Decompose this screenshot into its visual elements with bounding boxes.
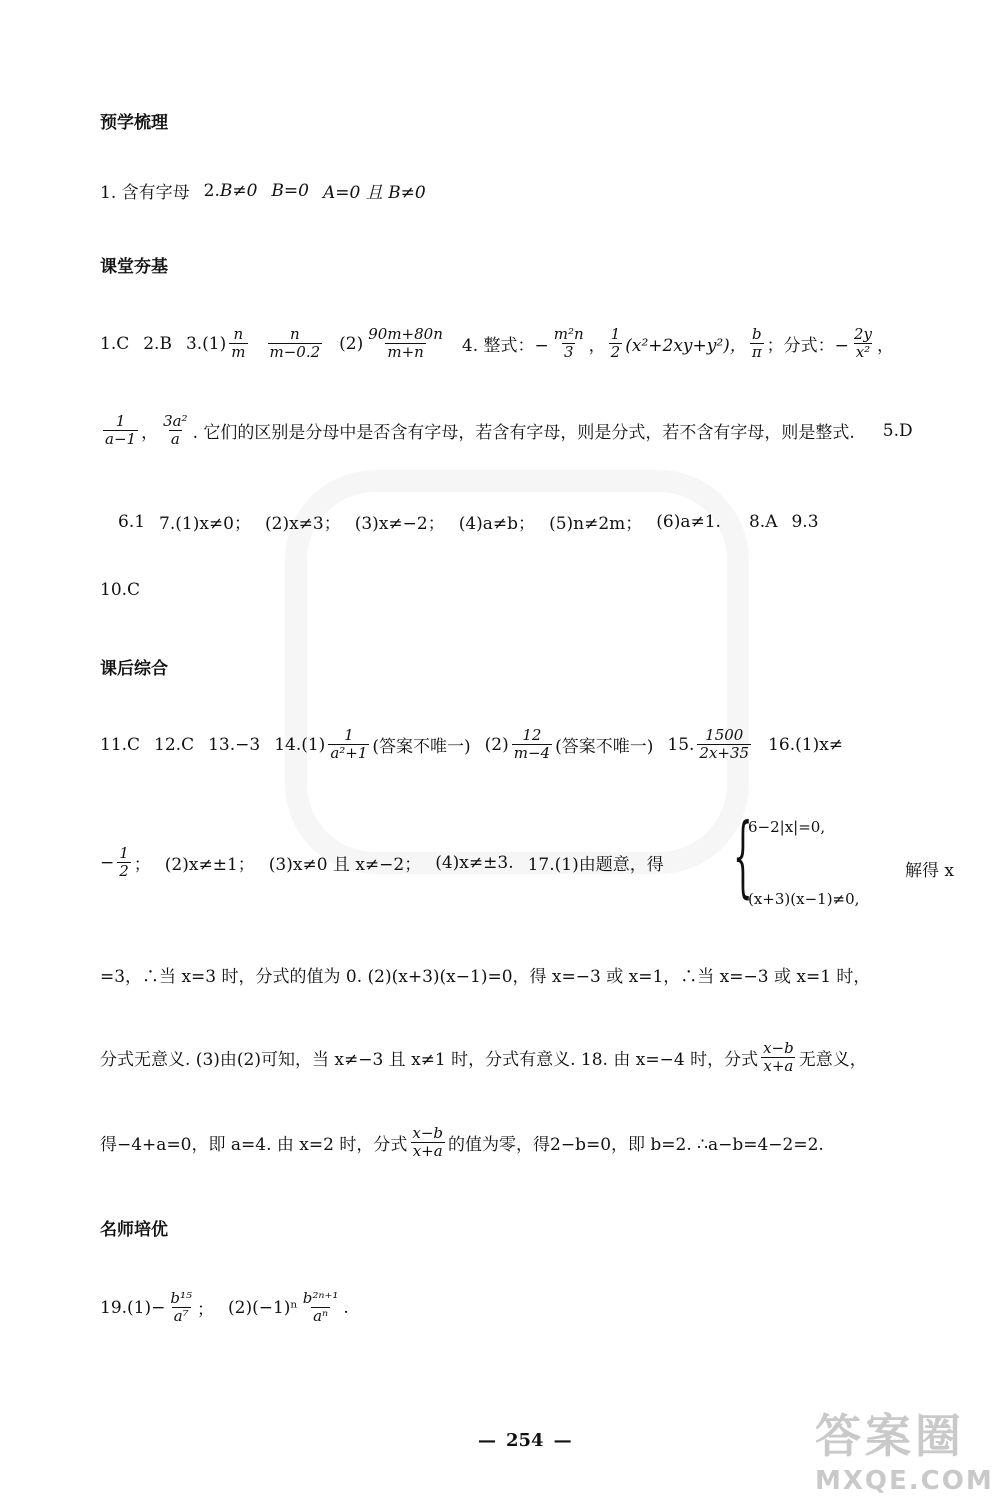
fraction: $\frac{1500}{2x+35}$ [699,726,750,763]
answer-text: 2.B [143,333,172,354]
answer-text: 分式无意义. (3)由(2)可知，当 x≠−3 且 x≠1 时，分式有意义. 18. 由 x=−4 时，分式 [100,1050,759,1071]
answer-text: 19.(1)− [100,1297,166,1318]
answer-line-5: 10.C [100,580,141,600]
answer-text: − [100,852,115,873]
fraction: $\frac{x-b}{x+a}$ [412,1124,444,1161]
section-title-teacher: 名师培优 [100,1220,168,1240]
fraction: $\frac{1}{2}$ [610,325,621,362]
fraction: $\frac{\text{b¹⁵}}{\text{a⁷}}$ [170,1289,193,1326]
answer-line-7 [100,845,664,881]
answer-text: 解得 x [905,861,954,881]
answer-line-3: $\frac{1}{a-1}$ ， $\frac{\text{3a²}}{a}$ . 它们的区别是分母中是否含有字母，若含有字母，则是分式，若不含有字母，则是整式. 5.D [105,412,913,449]
answer-text: (3)x≠−2； [354,514,445,534]
footer-dash: — [478,1430,496,1451]
fraction: $\frac{2y}{\text{x²}}$ [853,325,872,362]
answer-text: (2)x≠±1； [164,855,255,876]
section-title-preview: 预学梳理 [100,113,168,133]
fraction: $\frac{\text{m²n}}{3}$ [553,325,584,362]
answer-line-9 [100,1040,867,1076]
answer-text: 无意义， [798,1050,867,1071]
equation-system-line-2: (x+3)(x−1)≠0, [748,890,860,908]
section-title-after-class: 课后综合 [100,659,168,679]
answer-text: 13.−3 [208,734,261,755]
answer-text: (x²+2xy+y²)， [625,336,747,357]
answer-text: (6)a≠1. [656,511,721,532]
answer-text: ； [133,855,151,876]
answer-text: (2) [484,734,509,755]
fraction: $\frac{\text{b²ⁿ⁺¹}}{\text{aⁿ}}$ [302,1289,339,1326]
answer-line-8: =3，∴当 x=3 时，分式的值为 0. (2)(x+3)(x−1)=0，得 x=−3 或 x=1，∴当 x=−3 或 x=1 时， [100,967,871,987]
answer-text: . [343,1297,349,1318]
answer-text: (2) [339,333,364,354]
answer-line-2: 1.C 2.B 3.(1) $\frac{n}{m}$ $\frac{n}{m-0.2}$ (2) $\frac{90m+80n}{m+n}$ 4. 整式：− $\frac{\text{m²n}}{3}$ ， $\frac{1}{2}$ (x²+2xy+y²)， $\frac{b}{\pi}$ ；分式：− $\frac{2y}{\text{x²}}$ ， [100,325,894,362]
answer-text: 1.C [100,333,130,354]
answer-line-4 [118,509,819,534]
answer-text: (2)x≠3； [265,514,341,534]
page-number [478,1430,572,1451]
answer-text: (答案不唯一) [555,737,654,758]
fraction: $\frac{12}{m-4}$ [513,726,551,763]
footer-dash: — [553,1430,572,1451]
answer-text: 2. [203,180,220,201]
answer-text: (4)x≠±3. [435,852,514,873]
watermark-stamp [815,1400,995,1500]
answer-text: (3)x≠0 且 x≠−2； [268,855,422,876]
fraction: $\frac{b}{\pi}$ [751,325,762,362]
fraction: $\frac{n}{m}$ [231,325,246,362]
answer-text: 1. 含有字母 [100,183,190,203]
system-brace: { [733,804,753,907]
fraction: $\frac{\text{3a²}}{a}$ [163,412,188,449]
stamp-domain: MXQE.COM [815,1466,994,1496]
answer-text: 的值为零，得2−b=0，即 b=2. ∴a−b=4−2=2. [448,1135,824,1156]
answer-text: 15. [667,734,695,755]
answer-text: 9.3 [791,511,819,532]
answer-line-11 [100,1290,349,1326]
fraction: $\frac{1}{2}$ [119,844,129,881]
fraction: $\frac{90m+80n}{m+n}$ [368,325,443,362]
answer-text: 11.C [100,734,141,755]
section-title-classroom: 课堂夯基 [100,257,168,277]
answer-text: (4)a≠b； [458,514,536,534]
answer-text: A=0 且 B≠0 [322,183,426,203]
answer-text: 得−4+a=0，即 a=4. 由 x=2 时，分式 [100,1135,408,1156]
answer-text: 6.1 [118,511,146,532]
answer-text: (2)(−1)ⁿ [228,1297,298,1318]
fraction: $\frac{1}{a-1}$ [105,412,137,449]
stamp-title: 答案圈 [815,1409,965,1463]
answer-text: B≠0 [219,180,258,201]
answer-text: (5)n≠2m； [549,514,643,534]
answer-text: ； [197,1300,215,1321]
answer-line-6 [100,727,843,763]
answer-text: . 它们的区别是分母中是否含有字母，若含有字母，则是分式，若不含有字母，则是整式. [192,423,855,444]
answer-text: 14.(1) [274,734,326,755]
fraction: $\frac{n}{m-0.2}$ [269,325,321,362]
fraction: $\frac{1}{\text{a²+1}}$ [330,726,368,763]
fraction: $\frac{x-b}{x+a}$ [763,1039,794,1076]
answer-text: B=0 [271,180,309,201]
answer-text: 12.C [154,734,195,755]
answer-text: 5.D [882,420,913,441]
answer-text: 7.(1)x≠0； [159,514,251,534]
page-number-value: 254 [506,1430,544,1451]
equation-system-line-1: 6−2|x|=0, [748,818,826,836]
answer-text: 17.(1)由题意，得 [527,855,664,876]
answer-line-1 [100,178,426,203]
answer-text: 8.A [748,511,778,532]
answer-text: 3.(1) [185,333,227,354]
answer-text: (答案不唯一) [372,737,471,758]
answer-text: 4. 整式：− [461,336,549,357]
answer-text: 16.(1)x≠ [768,734,844,755]
answer-line-10 [100,1125,824,1161]
answer-text: ， [876,336,894,357]
answer-text: ；分式：− [766,336,849,357]
